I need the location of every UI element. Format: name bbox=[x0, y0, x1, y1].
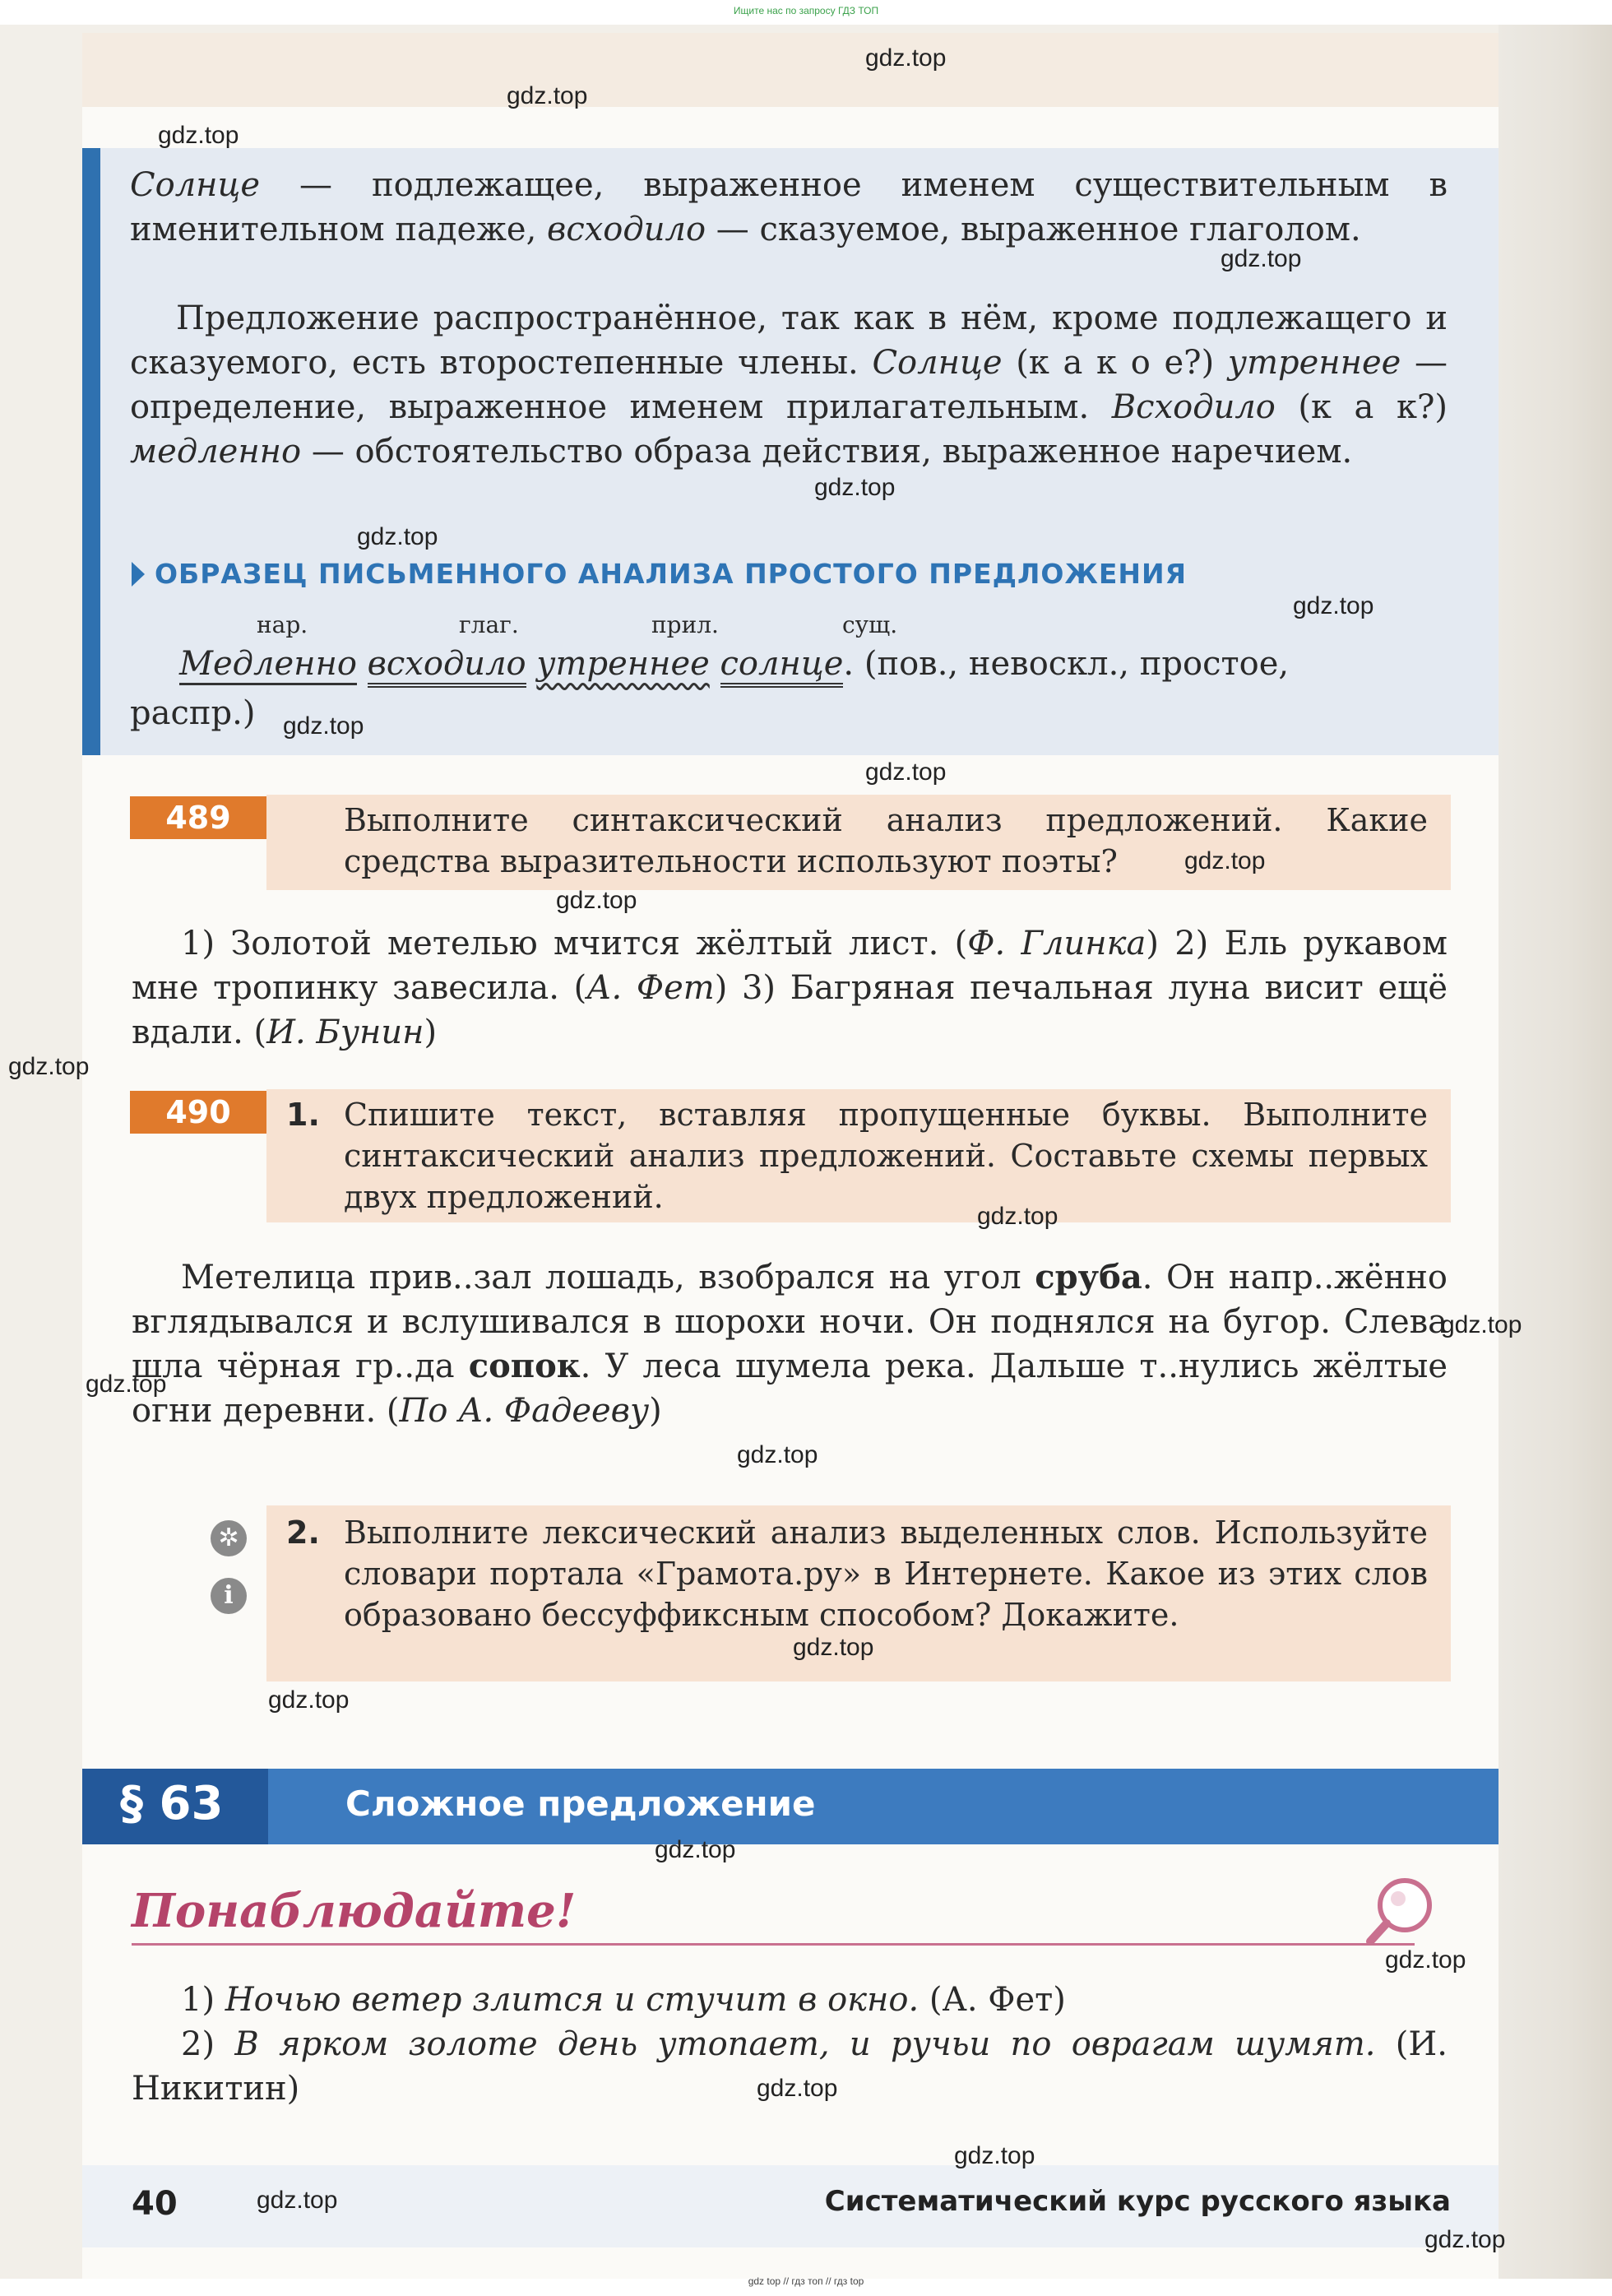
watermark: gdz.top bbox=[8, 1053, 90, 1080]
watermark: gdz.top bbox=[556, 887, 637, 914]
watermark: gdz.top bbox=[1184, 847, 1266, 874]
exercise-489-task: Выполните синтаксический анализ предложений. Какие средства выразительности используют поэты? bbox=[344, 802, 1428, 879]
pos-label-adjective: прил. bbox=[651, 611, 719, 638]
watermark: gdz.top bbox=[814, 474, 896, 501]
sample-word-adjective: утреннее bbox=[536, 645, 710, 683]
watermark: gdz.top bbox=[865, 44, 947, 72]
watermark: gdz.top bbox=[737, 1441, 818, 1468]
analysis-paragraph-2: Предложение распространённое, так как в нём, кроме подлежащего и сказуемого, есть второстепенные члены. Солнце (к а к о е?) утреннее — определение, выраженное именем прилагательным. Всходило (к а к?) медленно — обстоятельство образа действия, выраженное наречием. bbox=[130, 299, 1448, 471]
watermark: gdz.top bbox=[1221, 245, 1302, 272]
bottom-note: gdz top // гдз топ // гдз top bbox=[748, 2275, 864, 2287]
exercise-number-489: 489 bbox=[130, 796, 266, 839]
analysis-paragraph-1: Солнце — подлежащее, выраженное именем существительным в именительном падеже, всходило — сказуемое, выраженное глаголом. bbox=[130, 166, 1448, 248]
watermark: gdz.top bbox=[865, 758, 947, 786]
exercise-490-task1-number: 1. bbox=[286, 1097, 320, 1133]
watermark: gdz.top bbox=[357, 523, 438, 550]
analysis-word-subject: Солнце bbox=[130, 166, 261, 204]
course-title: Систематический курс русского языка bbox=[824, 2185, 1451, 2218]
watermark: gdz.top bbox=[86, 1371, 167, 1398]
observe-sentence-1: 1) Ночью ветер злится и стучит в окно. (А. Фет) bbox=[181, 1981, 1066, 2019]
page-number: 40 bbox=[132, 2185, 178, 2223]
pos-label-adverb: нар. bbox=[257, 611, 308, 638]
gear-icon: ✲ bbox=[211, 1520, 247, 1556]
exercise-490-task1: Спишите текст, вставляя пропущенные буквы. Выполните синтаксический анализ предложений. Составьте схемы первых двух предложений. bbox=[344, 1097, 1428, 1215]
top-band bbox=[82, 33, 1499, 107]
page-binding-edge bbox=[1499, 25, 1612, 2279]
sample-word-noun: солнце bbox=[720, 645, 844, 688]
sample-arrow-icon bbox=[132, 562, 145, 587]
sample-word-adverb: Медленно bbox=[179, 645, 357, 685]
section-title: Сложное предложение bbox=[345, 1783, 816, 1824]
watermark: gdz.top bbox=[655, 1836, 736, 1863]
analysis-word-predicate: всходило bbox=[547, 211, 706, 248]
watermark: gdz.top bbox=[757, 2075, 838, 2102]
watermark: gdz.top bbox=[977, 1203, 1058, 1230]
magnifier-icon bbox=[1365, 1872, 1441, 1955]
sample-word-verb: всходило bbox=[368, 645, 526, 688]
observe-title: Понаблюдайте! bbox=[132, 1884, 577, 1938]
observe-underline bbox=[132, 1943, 1415, 1946]
watermark: gdz.top bbox=[158, 122, 239, 149]
watermark: gdz.top bbox=[507, 82, 588, 109]
exercise-490-task2-number: 2. bbox=[286, 1514, 320, 1551]
exercise-489-sentences: 1) Золотой метелью мчится жёлтый лист. (Ф. Глинка) 2) Ель рукавом мне тропинку завесила. (А. Фет) 3) Багряная печальная луна висит ещё вдали. (И. Бунин) bbox=[132, 925, 1448, 1051]
sample-heading: ОБРАЗЕЦ ПИСЬМЕННОГО АНАЛИЗА ПРОСТОГО ПРЕДЛОЖЕНИЯ bbox=[155, 558, 1188, 590]
watermark: gdz.top bbox=[1441, 1311, 1522, 1338]
exercise-number-490: 490 bbox=[130, 1091, 266, 1134]
watermark: gdz.top bbox=[954, 2142, 1035, 2169]
section-number: § 63 bbox=[120, 1777, 224, 1830]
info-icon: i bbox=[211, 1578, 247, 1614]
sample-sentence-tail: распр.) bbox=[130, 694, 256, 732]
watermark: gdz.top bbox=[1293, 592, 1374, 619]
watermark: gdz.top bbox=[1385, 1946, 1466, 1974]
pos-label-noun: сущ. bbox=[842, 611, 898, 638]
watermark: gdz.top bbox=[257, 2187, 338, 2214]
watermark: gdz.top bbox=[1424, 2226, 1506, 2253]
exercise-490-task2: Выполните лексический анализ выделенных слов. Используйте словари портала «Грамота.ру» в Интернете. Какое из этих слов образовано бессуффиксным способом? Докажите. bbox=[344, 1514, 1428, 1633]
analysis-bar bbox=[82, 148, 100, 755]
watermark: gdz.top bbox=[793, 1634, 874, 1661]
observe-sentence-2: 2) В ярком золоте день утопает, и ручьи по оврагам шумят. (И. Никитин) bbox=[132, 2025, 1448, 2108]
watermark: gdz.top bbox=[268, 1686, 350, 1714]
exercise-490-text: Метелица прив..зал лошадь, взобрался на угол сруба. Он напр..жённо вглядывался и вслушивался в шорохи ночи. Он поднялся на бугор. Слева шла чёрная гр..да сопок. У леса шумела река. Дальше т..нулись жёлтые огни деревни. (По А. Фадееву) bbox=[132, 1258, 1448, 1430]
top-note: Ищите нас по запросу ГДЗ ТОП bbox=[733, 5, 879, 16]
pos-label-verb: глаг. bbox=[459, 611, 519, 638]
watermark: gdz.top bbox=[283, 712, 364, 740]
sample-sentence: Медленно всходило утреннее солнце. (пов., невоскл., простое, bbox=[179, 642, 1289, 686]
